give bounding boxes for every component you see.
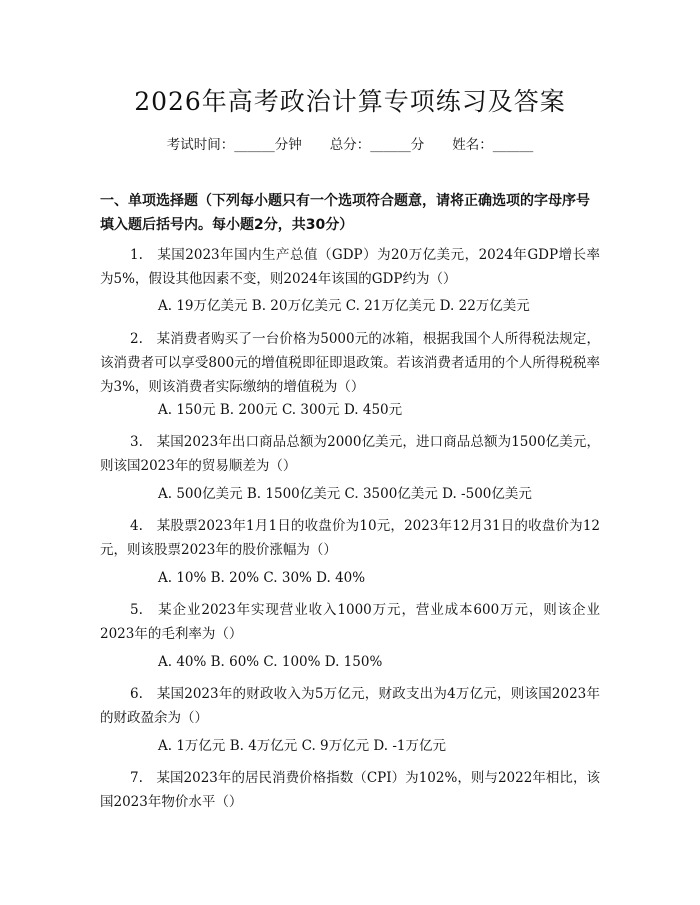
question-3-options: A. 500亿美元 B. 1500亿美元 C. 3500亿美元 D. -500亿美元 <box>158 486 532 502</box>
question-6: 6. 某国2023年的财政收入为5万亿元，财政支出为4万亿元，则该国2023年的财政盈余为（） <box>100 686 600 726</box>
exam-meta <box>0 133 700 153</box>
question-3: 3. 某国2023年出口商品总额为2000亿美元，进口商品总额为1500亿美元，则该国2023年的贸易顺差为（） <box>100 434 600 474</box>
question-4: 4. 某股票2023年1月1日的收盘价为10元，2023年12月31日的收盘价为12元，则该股票2023年的股价涨幅为（） <box>100 518 600 558</box>
question-7: 7. 某国2023年的居民消费价格指数（CPI）为102%，则与2022年相比，该国2023年物价水平（） <box>100 770 600 810</box>
question-1-options: A. 19万亿美元 B. 20万亿美元 C. 21万亿美元 D. 22万亿美元 <box>158 298 530 314</box>
exam-time-field: 考试时间：______分钟 <box>166 137 302 153</box>
student-name-field: 姓名：______ <box>452 137 534 153</box>
page-title: 2026年高考政治计算专项练习及答案 <box>134 87 566 116</box>
question-2: 2. 某消费者购买了一台价格为5000元的冰箱，根据我国个人所得税法规定，该消费者可以享受800元的增值税即征即退政策。若该消费者适用的个人所得税税率为3%，则该消费者实际缴纳的增值税为（） <box>100 331 600 395</box>
question-5-options: A. 40% B. 60% C. 100% D. 150% <box>158 654 383 670</box>
question-2-options: A. 150元 B. 200元 C. 300元 D. 450元 <box>158 402 403 418</box>
question-6-options: A. 1万亿元 B. 4万亿元 C. 9万亿元 D. -1万亿元 <box>158 738 446 754</box>
question-4-options: A. 10% B. 20% C. 30% D. 40% <box>158 570 366 586</box>
total-score-field: 总分：______分 <box>329 137 425 153</box>
question-5: 5. 某企业2023年实现营业收入1000万元，营业成本600万元，则该企业2023年的毛利率为（） <box>100 602 600 642</box>
section-heading: 一、单项选择题（下列每小题只有一个选项符合题意，请将正确选项的字母序号填入题后括号内。每小题2分，共30分） <box>100 193 590 233</box>
question-1: 1. 某国2023年国内生产总值（GDP）为20万亿美元，2024年GDP增长率为5%，假设其他因素不变，则2024年该国的GDP约为（） <box>100 247 600 287</box>
